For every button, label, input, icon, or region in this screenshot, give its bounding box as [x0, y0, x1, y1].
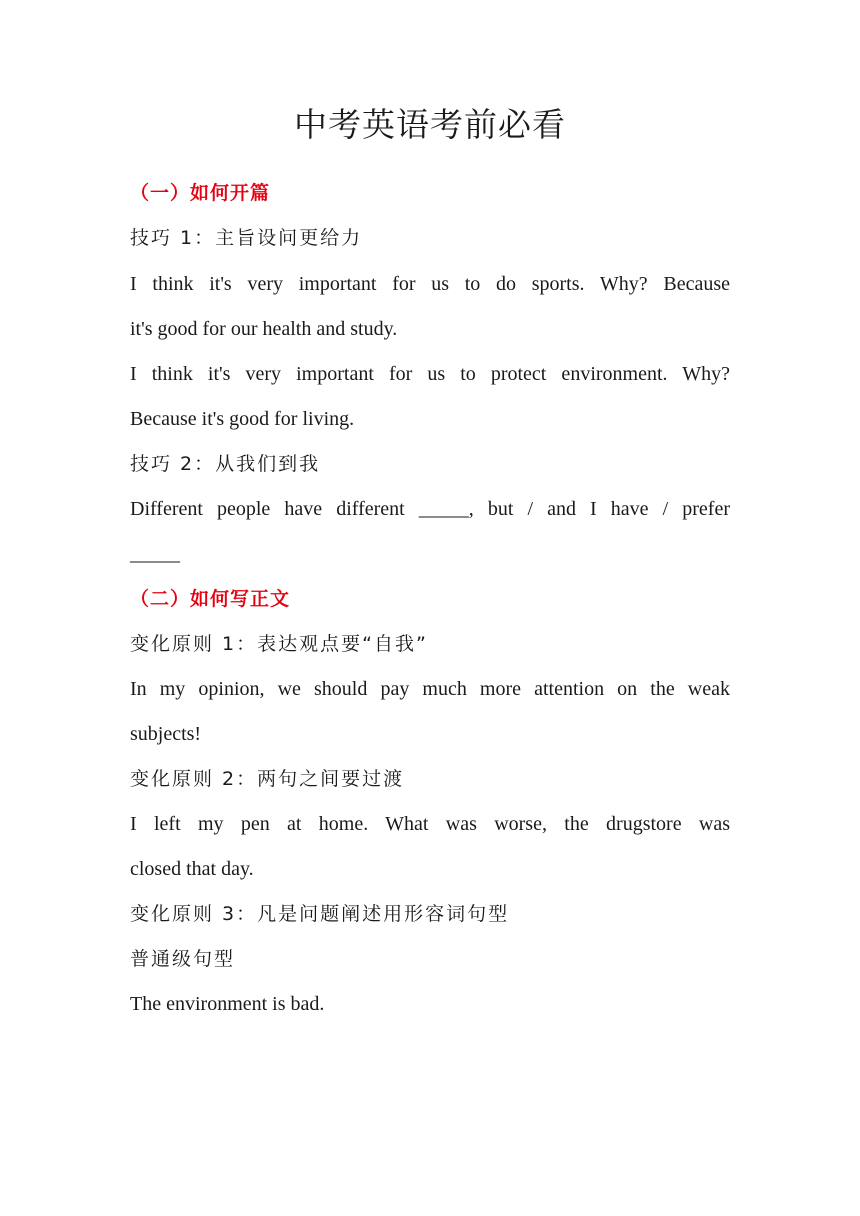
tip-2-example-line-2: _____ [130, 543, 180, 565]
rule-2-example-line-2: closed that day. [130, 858, 254, 880]
tip-1-example-2-line-2: Because it's good for living. [130, 408, 355, 430]
tip-1-label: 技巧 1：主旨设问更给力 [130, 227, 363, 249]
rule-3-example: The environment is bad. [130, 993, 325, 1015]
tip-1-example-2-line-1: I think it's very important for us to protect environment. Why? [130, 363, 730, 385]
rule-1-example-line-2: subjects! [130, 723, 202, 745]
tip-1-example-1-line-1: I think it's very important for us to do sports. Why? Because [130, 273, 730, 295]
rule-3-sublabel: 普通级句型 [130, 948, 236, 970]
tip-1-example-1-line-2: it's good for our health and study. [130, 318, 398, 340]
rule-2-label: 变化原则 2：两句之间要过渡 [130, 768, 405, 790]
tip-2-label: 技巧 2：从我们到我 [130, 453, 321, 475]
rule-1-label: 变化原则 1：表达观点要“自我” [130, 633, 428, 655]
rule-2-example-line-1: I left my pen at home. What was worse, the drugstore was [130, 813, 730, 835]
section-heading-opening: （一）如何开篇 [130, 182, 271, 204]
section-heading-body: （二）如何写正文 [130, 588, 291, 610]
rule-1-example-line-1: In my opinion, we should pay much more attention on the weak [130, 678, 730, 700]
tip-2-example-line-1: Different people have different _____, but / and I have / prefer [130, 498, 730, 520]
page-title: 中考英语考前必看 [294, 108, 566, 144]
rule-3-label: 变化原则 3：凡是问题阐述用形容词句型 [130, 903, 510, 925]
